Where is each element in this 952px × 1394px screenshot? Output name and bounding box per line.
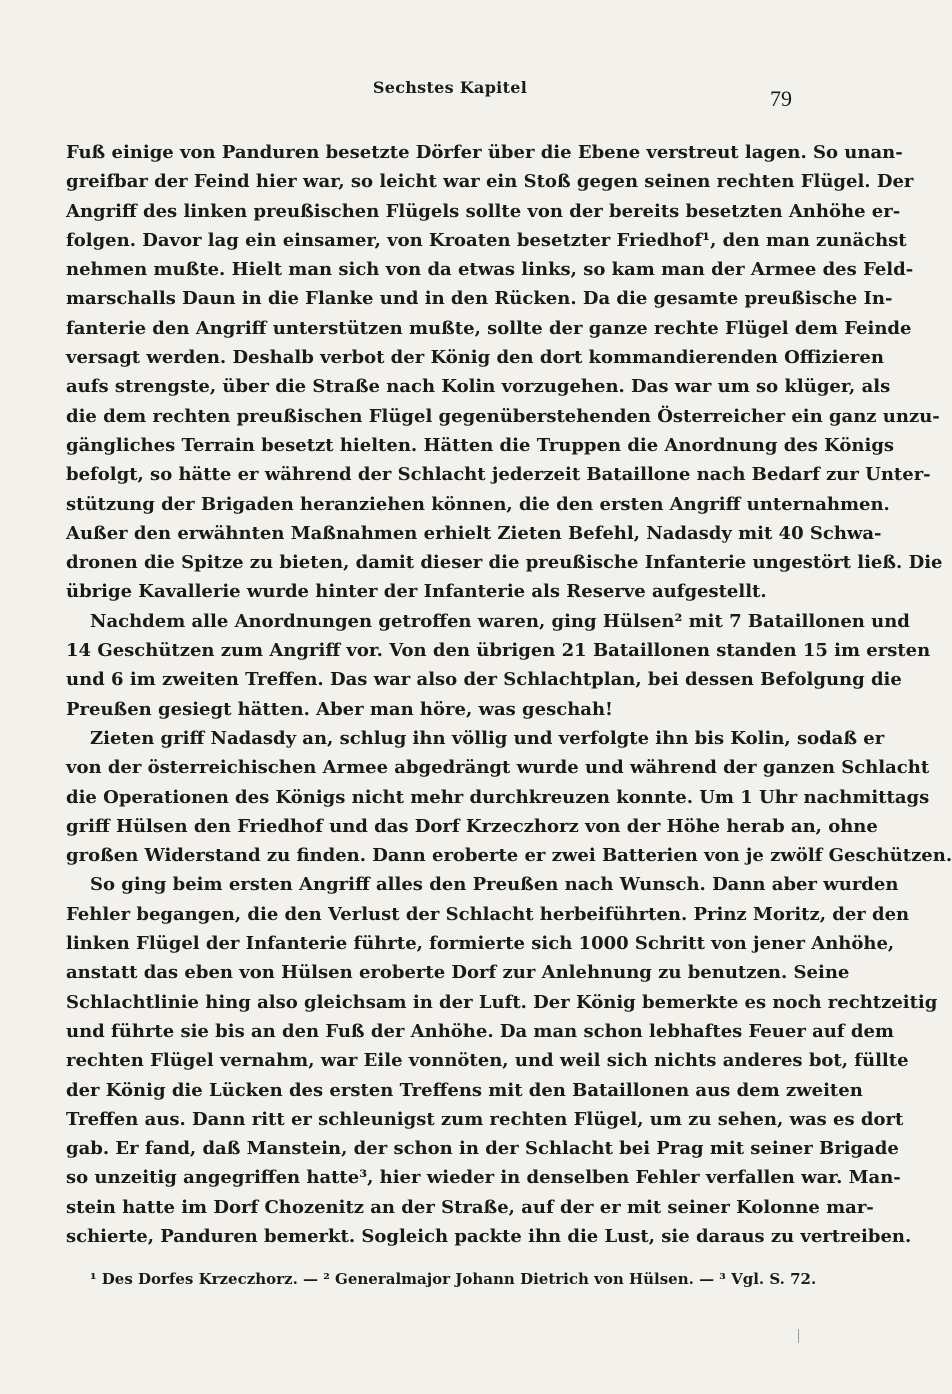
page-edge-mark xyxy=(798,1329,799,1343)
text-line: stein hatte im Dorf Chozenitz an der Straße, auf der er mit seiner Kolonne mar- xyxy=(66,1196,874,1218)
text-line: die Operationen des Königs nicht mehr durchkreuzen konnte. Um 1 Uhr nachmittags xyxy=(66,786,930,808)
text-line: großen Widerstand zu finden. Dann eroberte er zwei Batterien von je zwölf Geschützen. xyxy=(66,845,952,867)
text-line: rechten Flügel vernahm, war Eile vonnöten, und weil sich nichts anderes bot, füllte xyxy=(66,1050,909,1072)
page-number: 79 xyxy=(770,86,792,111)
text-line: Preußen gesiegt hätten. Aber man höre, was geschah! xyxy=(66,698,613,720)
text-line: folgen. Davor lag ein einsamer, von Kroaten besetzter Friedhof¹, den man zunächst xyxy=(66,229,907,251)
text-line: nehmen mußte. Hielt man sich von da etwas links, so kam man der Armee des Feld- xyxy=(66,259,914,281)
text-line: Angriff des linken preußischen Flügels sollte von der bereits besetzten Anhöhe er- xyxy=(66,200,901,222)
text-line: und führte sie bis an den Fuß der Anhöhe. Da man schon lebhaftes Feuer auf dem xyxy=(66,1020,894,1042)
text-line: stützung der Brigaden heranziehen können, die den ersten Angriff unternahmen. xyxy=(66,493,890,515)
text-line: anstatt das eben von Hülsen eroberte Dorf zur Anlehnung zu benutzen. Seine xyxy=(66,962,850,984)
text-line: und 6 im zweiten Treffen. Das war also der Schlachtplan, bei dessen Befolgung die xyxy=(66,669,902,691)
body-text xyxy=(66,138,952,1251)
text-line: Nachdem alle Anordnungen getroffen waren, ging Hülsen² mit 7 Bataillonen und xyxy=(90,610,910,632)
text-line: Fuß einige von Panduren besetzte Dörfer über die Ebene verstreut lagen. So unan- xyxy=(66,142,903,163)
text-line: So ging beim ersten Angriff alles den Preußen nach Wunsch. Dann aber wurden xyxy=(90,874,899,896)
text-line: versagt werden. Deshalb verbot der König den dort kommandierenden Offizieren xyxy=(66,347,884,369)
text-line: die dem rechten preußischen Flügel gegenüberstehenden Österreicher ein ganz unzu- xyxy=(66,405,940,427)
text-line: linken Flügel der Infanterie führte, formierte sich 1000 Schritt von jener Anhöhe, xyxy=(66,933,895,955)
text-line: Fehler begangen, die den Verlust der Schlacht herbeiführten. Prinz Moritz, der den xyxy=(66,903,910,925)
text-line: von der österreichischen Armee abgedrängt wurde und während der ganzen Schlacht xyxy=(66,757,930,779)
text-line: schierte, Panduren bemerkt. Sogleich packte ihn die Lust, sie daraus zu vertreiben. xyxy=(66,1225,912,1247)
text-line: Außer den erwähnten Maßnahmen erhielt Zieten Befehl, Nadasdy mit 40 Schwa- xyxy=(66,522,882,544)
text-line: aufs strengste, über die Straße nach Kolin vorzugehen. Das war um so klüger, als xyxy=(66,376,891,398)
text-line: Schlachtlinie hing also gleichsam in der Luft. Der König bemerkte es noch rechtzeitig xyxy=(66,991,938,1013)
text-line: der König die Lücken des ersten Treffens mit den Bataillonen aus dem zweiten xyxy=(66,1079,863,1101)
text-line: marschalls Daun in die Flanke und in den Rücken. Da die gesamte preußische In- xyxy=(66,288,893,310)
footnotes: ¹ Des Dorfes Krzeczhorz. — ² Generalmajor Johann Dietrich von Hülsen. — ³ Vgl. S. 72. xyxy=(90,1270,817,1288)
text-line: griff Hülsen den Friedhof und das Dorf Krzeczhorz von der Höhe herab an, ohne xyxy=(66,815,878,837)
text-line: gab. Er fand, daß Manstein, der schon in der Schlacht bei Prag mit seiner Brigade xyxy=(66,1138,899,1160)
text-line: dronen die Spitze zu bieten, damit dieser die preußische Infanterie ungestört ließ. Die xyxy=(66,552,943,574)
text-line: fanterie den Angriff unterstützen mußte, sollte der ganze rechte Flügel dem Feinde xyxy=(66,317,912,339)
text-line: Zieten griff Nadasdy an, schlug ihn völlig und verfolgte ihn bis Kolin, sodaß er xyxy=(90,727,885,749)
text-line: übrige Kavallerie wurde hinter der Infanterie als Reserve aufgestellt. xyxy=(66,581,767,603)
text-line: so unzeitig angegriffen hatte³, hier wieder in denselben Fehler verfallen war. Man- xyxy=(66,1167,901,1189)
running-head: Sechstes Kapitel xyxy=(372,78,528,97)
text-line: greifbar der Feind hier war, so leicht war ein Stoß gegen seinen rechten Flügel. Der xyxy=(66,171,914,193)
text-line: Treffen aus. Dann ritt er schleunigst zum rechten Flügel, um zu sehen, was es dort xyxy=(66,1108,904,1130)
text-line: gängliches Terrain besetzt hielten. Hätten die Truppen die Anordnung des Königs xyxy=(66,434,895,456)
text-line: 14 Geschützen zum Angriff vor. Von den übrigen 21 Bataillonen standen 15 im ersten xyxy=(66,640,931,662)
text-line: befolgt, so hätte er während der Schlacht jederzeit Bataillone nach Bedarf zur Unter- xyxy=(66,464,931,486)
